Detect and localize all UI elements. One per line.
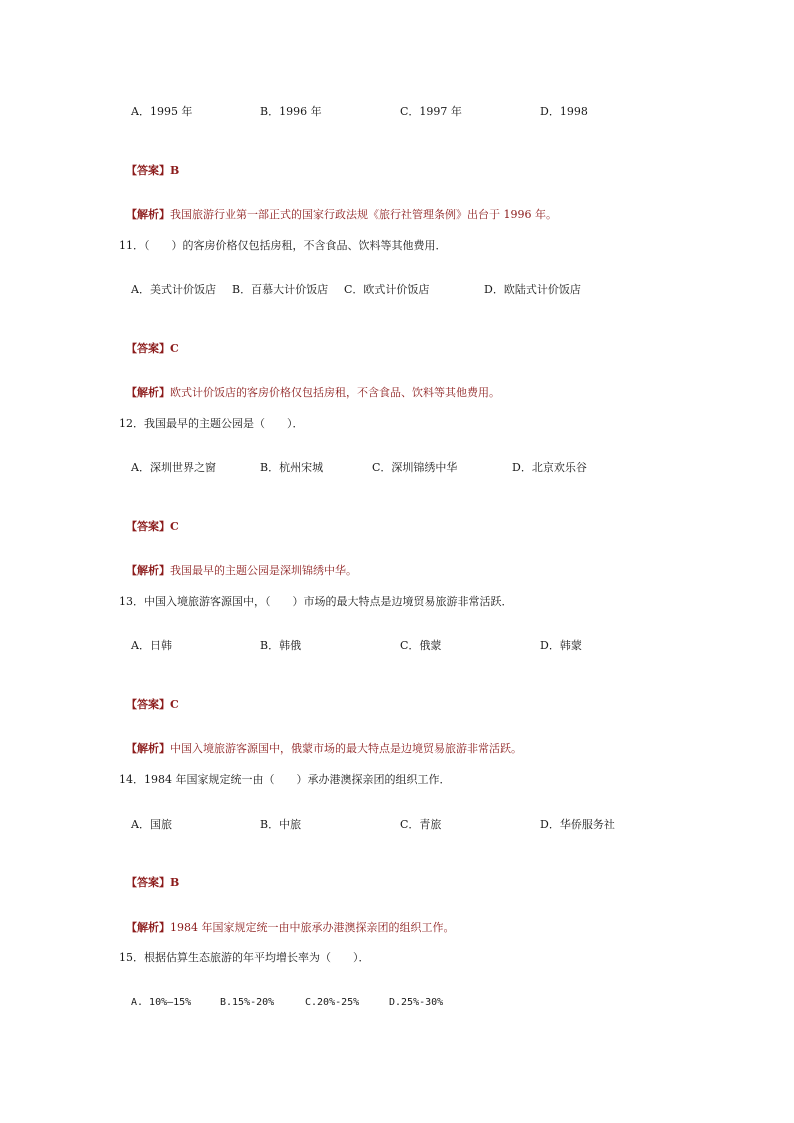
option-b: B.15%-20%	[220, 997, 275, 1008]
analysis-text: 1984 年国家规定统一由中旅承办港澳探亲团的组织工作。	[170, 921, 455, 934]
option-d: D．华侨服务社	[540, 818, 615, 831]
analysis-line	[119, 728, 522, 756]
analysis-line	[119, 194, 557, 222]
answer-line	[119, 150, 179, 178]
answer-value: C	[170, 342, 179, 355]
option-a: A．1995 年	[131, 105, 193, 118]
analysis-tag: 【解析】	[126, 386, 170, 399]
answer-value: C	[170, 698, 179, 711]
analysis-line	[119, 550, 357, 578]
analysis-line	[119, 372, 500, 400]
option-c: C．1997 年	[400, 105, 462, 118]
answer-value: C	[170, 520, 179, 533]
option-d: D.25%-30%	[389, 997, 444, 1008]
answer-line	[119, 506, 179, 534]
option-c: C．欧式计价饭店	[344, 283, 430, 296]
answer-tag: 【答案】	[126, 698, 170, 711]
answer-tag: 【答案】	[126, 164, 170, 177]
analysis-text: 欧式计价饭店的客房价格仅包括房租，不含食品、饮料等其他费用。	[170, 386, 500, 399]
analysis-text: 我国最早的主题公园是深圳锦绣中华。	[170, 564, 357, 577]
analysis-tag: 【解析】	[126, 564, 170, 577]
option-a: A. 10%—15%	[131, 997, 192, 1008]
question-15: 15．根据估算生态旅游的年平均增长率为（ ）．	[119, 951, 370, 964]
option-d: D．韩蒙	[540, 639, 582, 652]
analysis-tag: 【解析】	[126, 208, 170, 221]
question-11: 11．（ ）的客房价格仅包括房租，不含食品、饮料等其他费用．	[119, 239, 447, 252]
option-b: B．韩俄	[260, 639, 302, 652]
answer-tag: 【答案】	[126, 342, 170, 355]
analysis-text: 中国入境旅游客源国中，俄蒙市场的最大特点是边境贸易旅游非常活跃。	[170, 742, 522, 755]
option-d: D．1998	[540, 105, 588, 118]
answer-line	[119, 328, 179, 356]
option-d: D．北京欢乐谷	[512, 461, 587, 474]
option-b: B．1996 年	[260, 105, 322, 118]
option-c: C．青旅	[400, 818, 442, 831]
answer-tag: 【答案】	[126, 520, 170, 533]
option-c: C.20%-25%	[305, 997, 360, 1008]
question-12: 12．我国最早的主题公园是（ ）．	[119, 417, 304, 430]
option-d: D．欧陆式计价饭店	[484, 283, 581, 296]
analysis-tag: 【解析】	[126, 921, 170, 934]
option-a: A．国旅	[131, 818, 172, 831]
option-c: C．俄蒙	[400, 639, 442, 652]
analysis-tag: 【解析】	[126, 742, 170, 755]
analysis-line	[119, 907, 455, 935]
option-b: B．杭州宋城	[260, 461, 324, 474]
answer-tag: 【答案】	[126, 876, 170, 889]
question-13: 13．中国入境旅游客源国中，（ ）市场的最大特点是边境贸易旅游非常活跃．	[119, 595, 513, 608]
option-b: B．百慕大计价饭店	[232, 283, 329, 296]
answer-line	[119, 862, 179, 890]
option-b: B．中旅	[260, 818, 302, 831]
answer-line	[119, 684, 179, 712]
option-a: A．美式计价饭店	[131, 283, 216, 296]
question-14: 14．1984 年国家规定统一由（ ）承办港澳探亲团的组织工作．	[119, 773, 451, 786]
analysis-text: 我国旅游行业第一部正式的国家行政法规《旅行社管理条例》出台于 1996 年。	[170, 208, 557, 221]
option-a: A．深圳世界之窗	[131, 461, 216, 474]
option-c: C．深圳锦绣中华	[372, 461, 458, 474]
answer-value: B	[170, 876, 180, 889]
answer-value: B	[170, 164, 180, 177]
option-a: A．日韩	[131, 639, 172, 652]
